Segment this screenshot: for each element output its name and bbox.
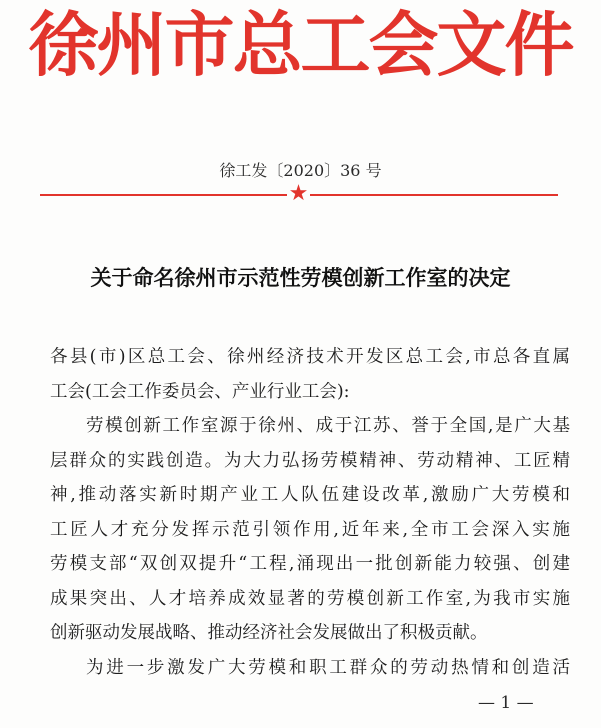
paragraph-line: 为进一步激发广大劳模和职工群众的劳动热情和创造活 — [86, 658, 570, 678]
red-rule-right — [310, 194, 558, 196]
red-rule-left — [40, 194, 287, 196]
paragraph-line: 成果突出、人才培养成效显著的劳模创新工作室,为我市实施 — [50, 588, 570, 609]
star-icon: ★ — [288, 181, 309, 206]
paragraph-1 — [50, 409, 570, 651]
paragraph-line: 神,推动落实新时期产业工人队伍建设改革,激励广大劳模和 — [50, 485, 570, 505]
addressee-line: 工会(工会工作委员会、产业行业工会): — [50, 381, 350, 402]
addressee-line: 各县(市)区总工会、徐州经济技术开发区总工会,市总各直属 — [50, 347, 570, 367]
paragraph-line: 工匠人才充分发挥示范引领作用,近年来,全市工会深入实施 — [50, 519, 570, 540]
document-title: 关于命名徐州市示范性劳模创新工作室的决定 — [90, 266, 511, 290]
masthead-title: 徐州市总工会文件 — [28, 3, 573, 86]
paragraph-line: 劳模创新工作室源于徐州、成于江苏、誉于全国,是广大基 — [86, 416, 570, 436]
paragraph-line: 创新驱动发展战略、推动经济社会发展做出了积极贡献。 — [50, 623, 488, 643]
paragraph-2 — [50, 651, 570, 686]
addressee-block — [50, 340, 570, 409]
paragraph-line: 劳模支部“双创双提升“工程,涌现出一批创新能力较强、创建 — [50, 554, 570, 574]
page-number: — 1 — — [478, 693, 534, 713]
paragraph-line: 层群众的实践创造。为大力弘扬劳模精神、劳动精神、工匠精 — [50, 450, 570, 471]
document-number: 徐工发〔2020〕36 号 — [219, 161, 382, 180]
